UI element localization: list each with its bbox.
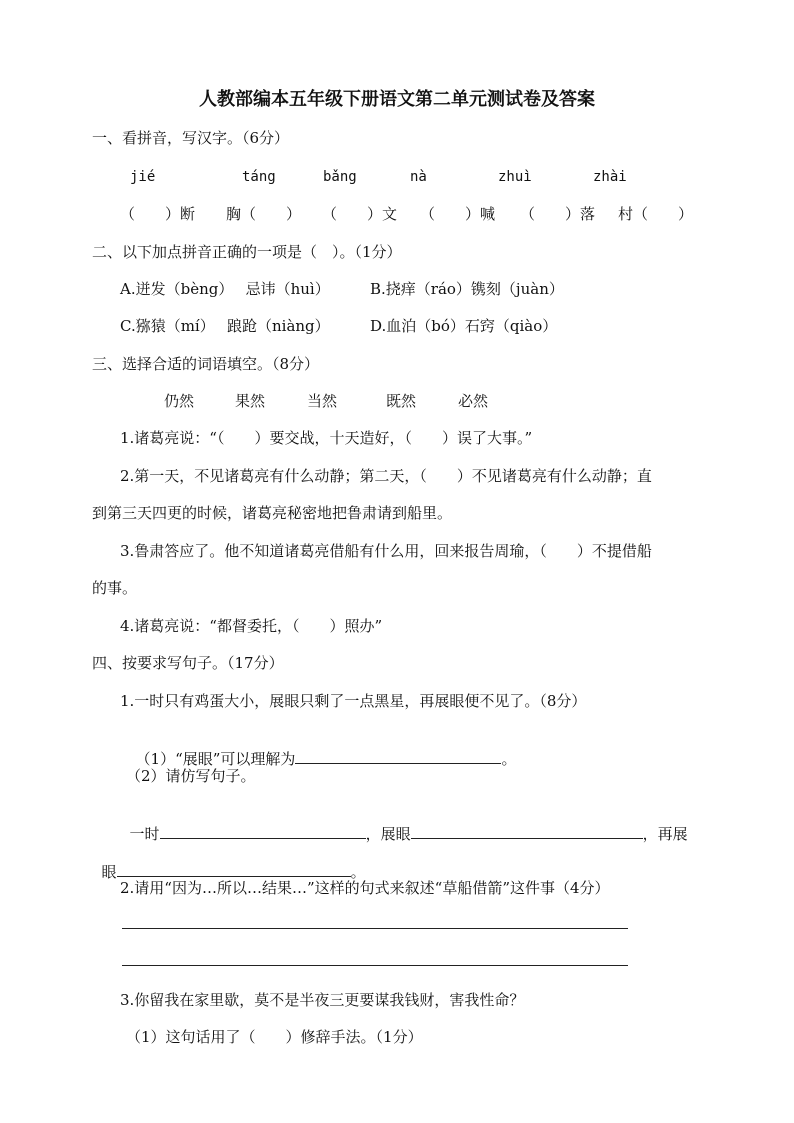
option-b[interactable]: B.挠痒（ráo）镌刻（juàn）	[370, 280, 564, 298]
imitation-label-2: ，展眼	[365, 825, 411, 843]
choice-word-3: 当然	[307, 392, 338, 410]
choice-word-4: 既然	[386, 392, 417, 410]
s4-question-1: 1.一时只有鸡蛋大小，展眼只剩了一点黑星，再展眼便不见了。（8分）	[120, 692, 587, 710]
choice-word-2: 果然	[235, 392, 266, 410]
word-blank-2[interactable]: 胸（ ）	[226, 205, 302, 223]
imitation-label-4: 眼	[101, 863, 117, 881]
s3-question-2-line-1: 2.第一天，不见诸葛亮有什么动静；第二天，（ ）不见诸葛亮有什么动静；直	[120, 467, 652, 485]
choice-word-5: 必然	[458, 392, 489, 410]
s4-question-3: 3.你留我在家里歇，莫不是半夜三更要谋我钱财，害我性命？	[120, 991, 525, 1009]
imitation-label-3: ，再展	[642, 825, 688, 843]
section-1-heading: 一、看拼音，写汉字。（6分）	[92, 129, 290, 147]
s4-q1-part-2: （2）请仿写句子。	[126, 767, 256, 785]
pinyin-6: zhài	[593, 169, 627, 185]
s4-q1-imitation-line-2	[92, 841, 366, 882]
answer-line-2[interactable]	[122, 965, 628, 966]
s4-question-2: 2.请用“因为…所以…结果…”这样的句式来叙述“草船借箭”这件事（4分）	[120, 879, 610, 897]
section-4-heading: 四、按要求写句子。（17分）	[92, 654, 284, 672]
imitation-label-1: 一时	[129, 825, 160, 843]
word-blank-5[interactable]: （ ）落	[520, 205, 596, 223]
choice-word-1: 仍然	[164, 392, 195, 410]
s4-q1-part-1	[126, 728, 516, 769]
s4-q1-imitation-line-1	[120, 803, 688, 844]
option-a[interactable]: A.迸发（bèng） 忌讳（huì）	[120, 280, 330, 298]
s4-q1-part-1-suffix: 。	[501, 750, 517, 768]
imitation-blank-3[interactable]	[117, 861, 351, 877]
s3-question-1: 1.诸葛亮说：“（ ）要交战，十天造好，（ ）误了大事。”	[120, 429, 533, 447]
section-3-heading: 三、选择合适的词语填空。（8分）	[92, 355, 320, 373]
s4-q1-part-1-prefix: （1）“展眼”可以理解为	[135, 750, 296, 768]
word-blank-1[interactable]: （ ）断	[120, 205, 196, 223]
s3-question-4: 4.诸葛亮说：“都督委托，（ ）照办”	[120, 617, 383, 635]
pinyin-5: zhuì	[498, 169, 532, 185]
pinyin-3: bǎng	[323, 169, 357, 185]
option-d[interactable]: D.血泊（bó）石窍（qiào）	[370, 317, 558, 335]
s3-question-2-line-2: 到第三天四更的时候，诸葛亮秘密地把鲁肃请到船里。	[92, 504, 453, 522]
s3-question-3-line-2: 的事。	[92, 579, 138, 597]
imitation-blank-2[interactable]	[411, 823, 643, 839]
imitation-blank-1[interactable]	[160, 823, 366, 839]
word-blank-3[interactable]: （ ）文	[322, 205, 398, 223]
imitation-label-5: 。	[350, 863, 366, 881]
s4-q3-part-1: （1）这句话用了（ ）修辞手法。（1分）	[126, 1028, 423, 1046]
pinyin-1: jié	[130, 169, 156, 185]
pinyin-2: táng	[242, 169, 276, 185]
answer-line-1[interactable]	[122, 928, 628, 929]
word-blank-6[interactable]: 村（ ）	[618, 205, 694, 223]
word-blank-4[interactable]: （ ）喊	[420, 205, 496, 223]
s3-question-3-line-1: 3.鲁肃答应了。他不知道诸葛亮借船有什么用，回来报告周瑜，（ ）不提借船	[120, 542, 652, 560]
option-c[interactable]: C.猕猿（mí） 踉跄（niàng）	[120, 317, 330, 335]
answer-blank[interactable]	[295, 748, 501, 764]
page-title: 人教部编本五年级下册语文第二单元测试卷及答案	[199, 89, 595, 110]
pinyin-4: nà	[410, 169, 427, 185]
section-2-heading: 二、以下加点拼音正确的一项是（ ）。（1分）	[92, 243, 402, 261]
